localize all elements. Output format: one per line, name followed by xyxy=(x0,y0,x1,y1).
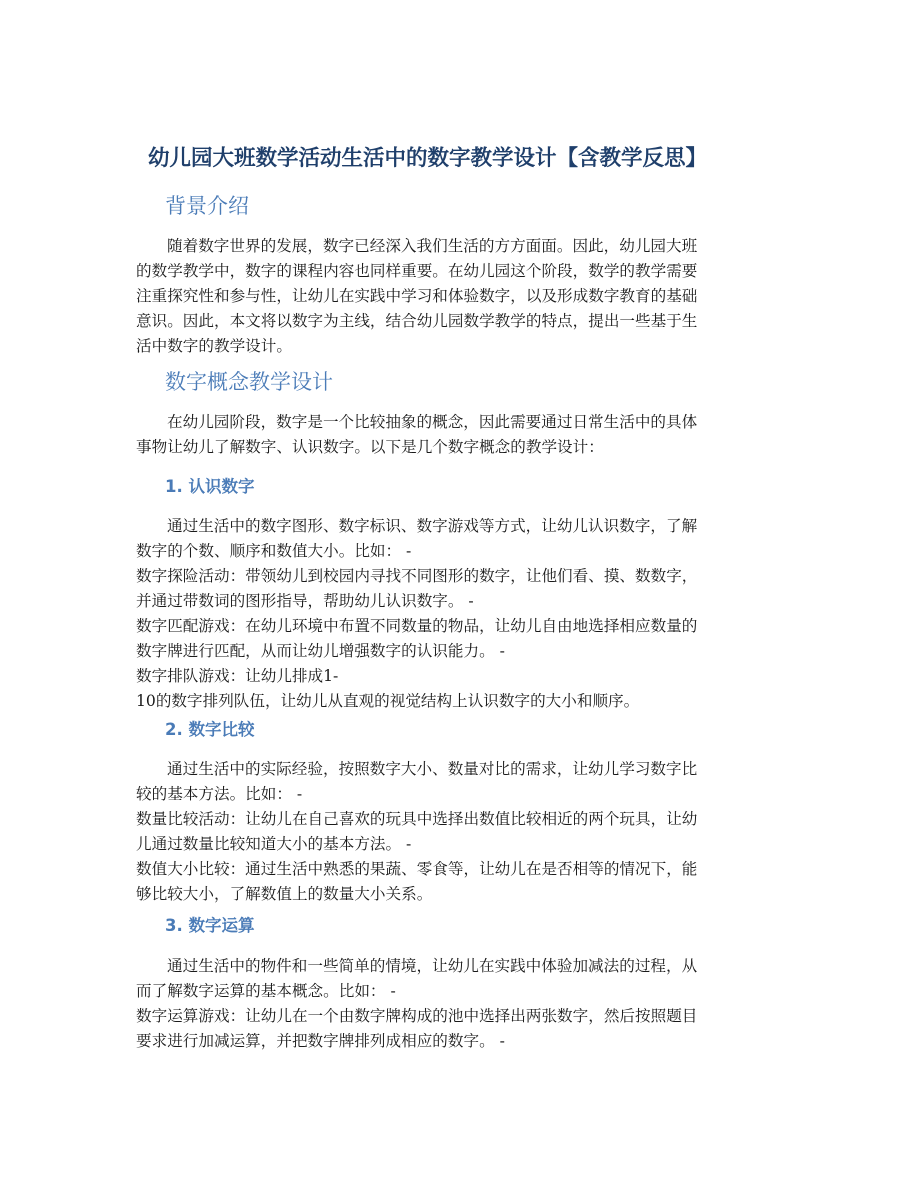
text-line: 通过生活中的数字图形、数字标识、数字游戏等方式，让幼儿认识数字，了解 xyxy=(167,517,698,535)
text-line: 数字牌进行匹配，从而让幼儿增强数字的认识能力。 - xyxy=(136,642,505,660)
heading-compare: 2. 数字比较 xyxy=(165,720,255,739)
heading-operation: 3. 数字运算 xyxy=(165,916,255,935)
heading-background: 背景介绍 xyxy=(165,194,249,218)
text-line: 要求进行加减运算，并把数字牌排列成相应的数字。 - xyxy=(136,1032,505,1050)
text-line: 数字的个数、顺序和数值大小。比如： - xyxy=(136,542,412,560)
text-line: 够比较大小，了解数值上的数量大小关系。 xyxy=(136,885,433,903)
text-line: 意识。因此，本文将以数字为主线，结合幼儿园数学教学的特点，提出一些基于生 xyxy=(136,312,698,330)
text-line: 数字探险活动：带领幼儿到校园内寻找不同图形的数字，让他们看、摸、数数字， xyxy=(136,567,698,585)
paragraph-background xyxy=(136,234,786,359)
paragraph-recognize xyxy=(136,514,786,714)
text-line: 通过生活中的物件和一些简单的情境，让幼儿在实践中体验加减法的过程，从 xyxy=(167,957,698,975)
text-line: 数字运算游戏：让幼儿在一个由数字牌构成的池中选择出两张数字，然后按照题目 xyxy=(136,1007,698,1025)
text-line: 在幼儿园阶段，数字是一个比较抽象的概念，因此需要通过日常生活中的具体 xyxy=(167,413,698,431)
text-line: 通过生活中的实际经验，按照数字大小、数量对比的需求，让幼儿学习数字比 xyxy=(167,760,698,778)
text-line: 而了解数字运算的基本概念。比如： - xyxy=(136,982,396,1000)
text-line: 较的基本方法。比如： - xyxy=(136,785,303,803)
paragraph-operation xyxy=(136,954,786,1054)
text-line: 数值大小比较：通过生活中熟悉的果蔬、零食等，让幼儿在是否相等的情况下，能 xyxy=(136,860,698,878)
heading-recognize: 1. 认识数字 xyxy=(165,477,255,496)
text-line: 10的数字排列队伍，让幼儿从直观的视觉结构上认识数字的大小和顺序。 xyxy=(136,692,640,710)
text-line: 活中数字的教学设计。 xyxy=(136,337,292,355)
text-line: 的数学教学中，数字的课程内容也同样重要。在幼儿园这个阶段，数学的教学需要 xyxy=(136,262,698,280)
paragraph-concept xyxy=(136,410,786,460)
text-line: 并通过带数词的图形指导，帮助幼儿认识数字。 - xyxy=(136,592,474,610)
document-title: 幼儿园大班数学活动生活中的数字教学设计【含教学反思】 xyxy=(148,146,708,171)
text-line: 数量比较活动：让幼儿在自己喜欢的玩具中选择出数值比较相近的两个玩具，让幼 xyxy=(136,810,698,828)
text-line: 事物让幼儿了解数字、认识数字。以下是几个数字概念的教学设计： xyxy=(136,438,604,456)
paragraph-compare xyxy=(136,757,786,907)
text-line: 随着数字世界的发展，数字已经深入我们生活的方方面面。因此，幼儿园大班 xyxy=(167,237,698,255)
text-line: 数字排队游戏：让幼儿排成1- xyxy=(136,667,339,685)
heading-concept: 数字概念教学设计 xyxy=(165,370,333,394)
text-line: 注重探究性和参与性，让幼儿在实践中学习和体验数字，以及形成数字教育的基础 xyxy=(136,287,698,305)
text-line: 数字匹配游戏：在幼儿环境中布置不同数量的物品，让幼儿自由地选择相应数量的 xyxy=(136,617,698,635)
text-line: 儿通过数量比较知道大小的基本方法。 - xyxy=(136,835,412,853)
